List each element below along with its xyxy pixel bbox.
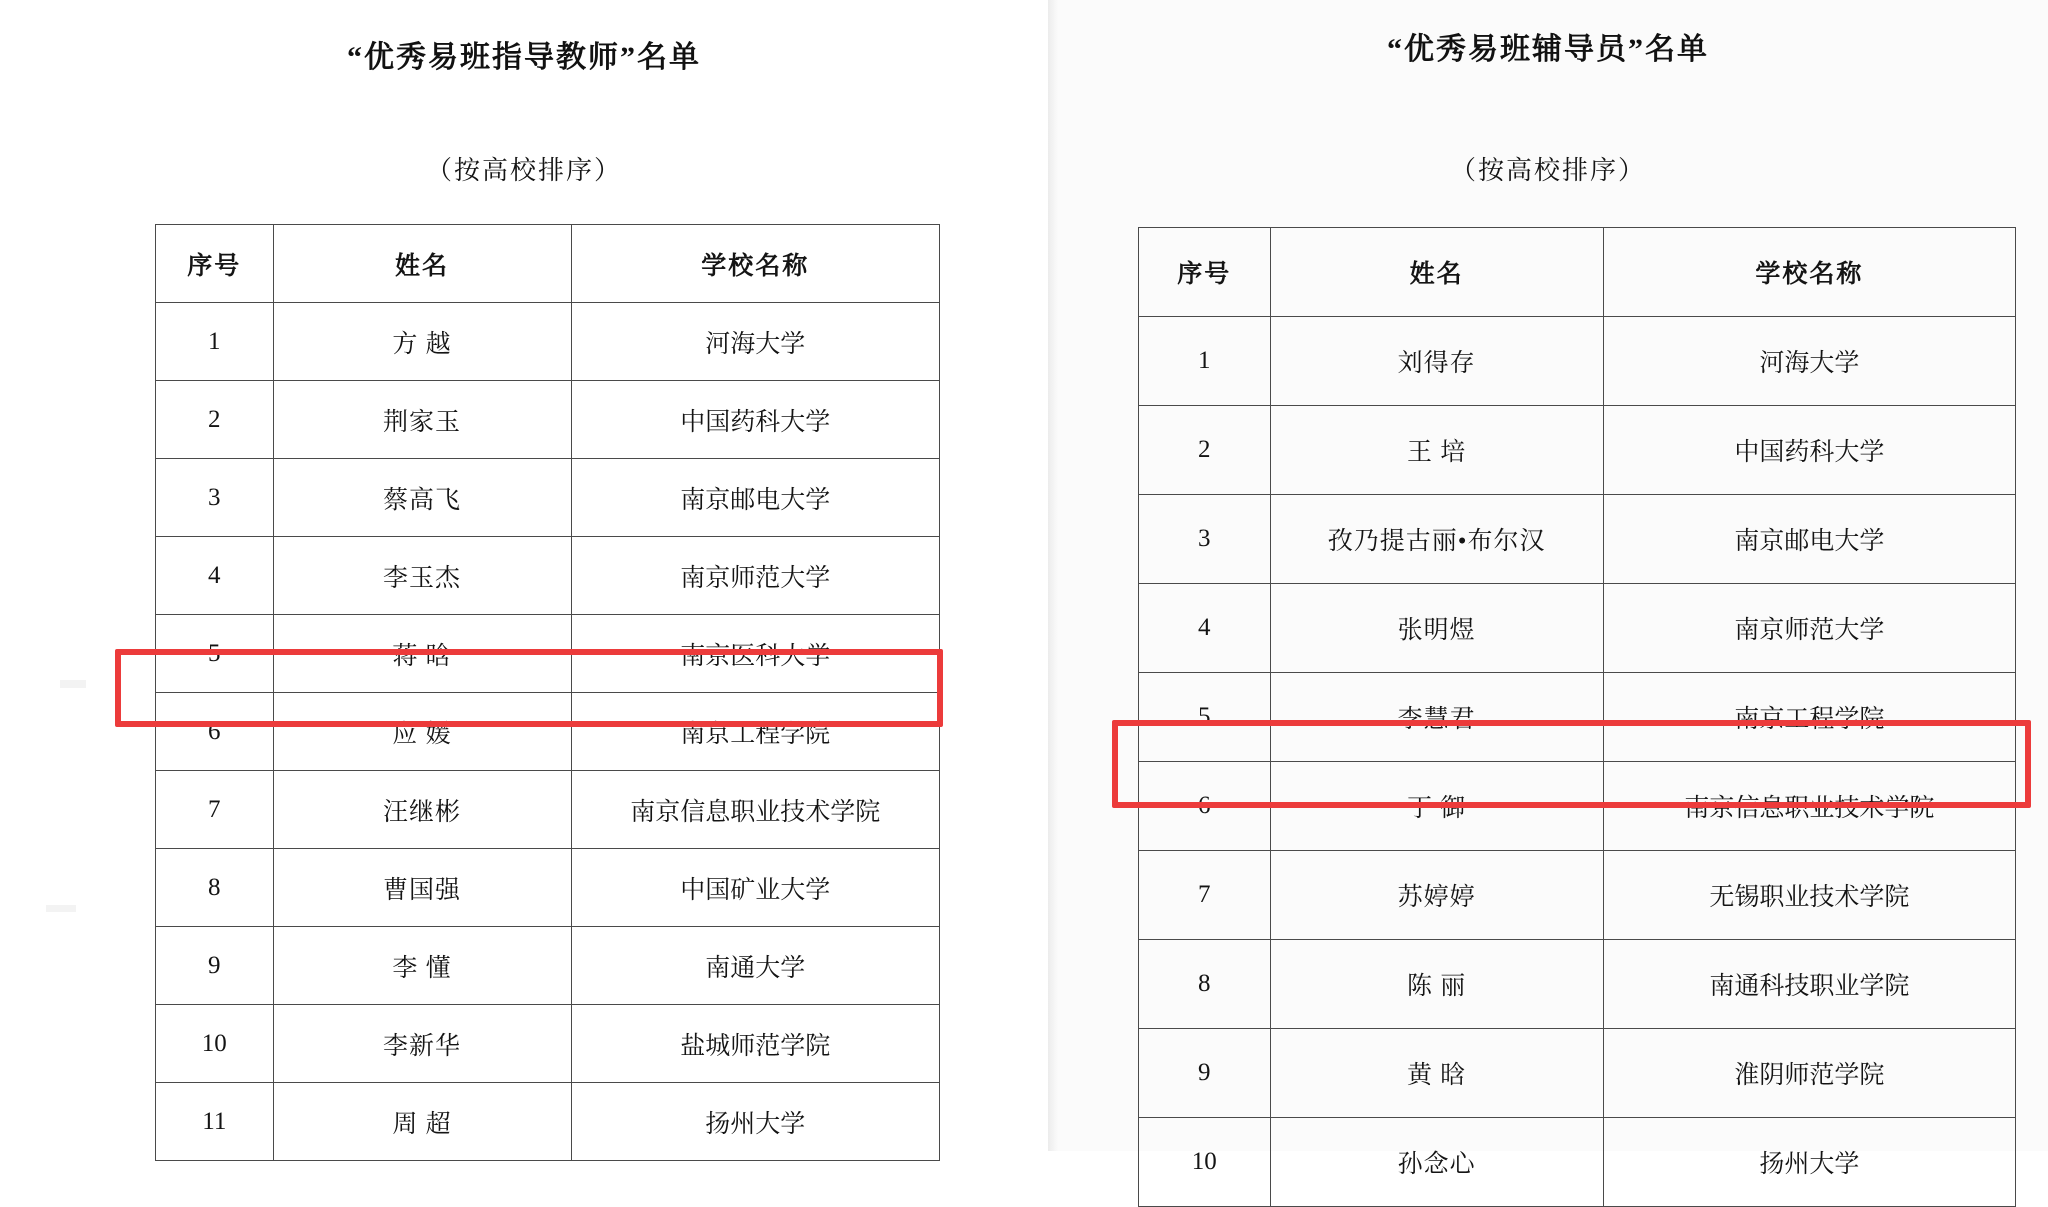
- left-page-title: “优秀易班指导教师”名单: [347, 41, 701, 74]
- table-row: [156, 1005, 940, 1083]
- right-table-body: [1139, 317, 2016, 1207]
- cell-index: 4: [156, 537, 274, 615]
- cell-index: 2: [156, 381, 274, 459]
- cell-name: 丁 御: [1270, 762, 1603, 851]
- cell-index: 9: [1139, 1029, 1271, 1118]
- cell-name: 王 培: [1270, 406, 1603, 495]
- cell-school: 盐城师范学院: [571, 1005, 940, 1083]
- left-name-list-table: [155, 224, 940, 1161]
- cell-school: 中国药科大学: [571, 381, 940, 459]
- cell-school: 南京信息职业技术学院: [571, 771, 940, 849]
- cell-index: 11: [156, 1083, 274, 1161]
- table-header-row: [156, 225, 940, 303]
- table-row: [1139, 762, 2016, 851]
- cell-index: 3: [1139, 495, 1271, 584]
- table-row: [156, 771, 940, 849]
- cell-name: 陈 丽: [1270, 940, 1603, 1029]
- table-row: [1139, 851, 2016, 940]
- scan-artifact: [46, 905, 76, 912]
- cell-index: 1: [1139, 317, 1271, 406]
- cell-index: 10: [156, 1005, 274, 1083]
- table-row: [1139, 1029, 2016, 1118]
- table-row: [1139, 584, 2016, 673]
- cell-name: 周 超: [273, 1083, 571, 1161]
- cell-name: 蔡高飞: [273, 459, 571, 537]
- right-table-wrap: [1138, 227, 2016, 1207]
- cell-name: 刘得存: [1270, 317, 1603, 406]
- cell-school: 河海大学: [571, 303, 940, 381]
- cell-name: 李慧君: [1270, 673, 1603, 762]
- table-row: [156, 459, 940, 537]
- table-row: [1139, 1118, 2016, 1207]
- cell-name: 李 懂: [273, 927, 571, 1005]
- table-header-row: [1139, 228, 2016, 317]
- column-header-school: 学校名称: [1603, 228, 2015, 317]
- table-row: [156, 615, 940, 693]
- left-table-wrap: [155, 224, 940, 1161]
- cell-index: 1: [156, 303, 274, 381]
- column-header-index: 序号: [1139, 228, 1271, 317]
- cell-school: 淮阴师范学院: [1603, 1029, 2015, 1118]
- cell-name: 张明煜: [1270, 584, 1603, 673]
- cell-index: 4: [1139, 584, 1271, 673]
- cell-school: 南京邮电大学: [1603, 495, 2015, 584]
- cell-name: 李新华: [273, 1005, 571, 1083]
- table-row: [156, 849, 940, 927]
- cell-name: 孙念心: [1270, 1118, 1603, 1207]
- left-page-subtitle: （按高校排序）: [425, 156, 622, 185]
- cell-name: 李玉杰: [273, 537, 571, 615]
- cell-index: 6: [156, 693, 274, 771]
- right-document-panel: [1048, 0, 2048, 1178]
- cell-school: 南通大学: [571, 927, 940, 1005]
- table-row: [1139, 406, 2016, 495]
- column-header-name: 姓名: [273, 225, 571, 303]
- table-row: [156, 537, 940, 615]
- table-row: [156, 303, 940, 381]
- table-row-highlighted: [156, 693, 940, 771]
- cell-school: 南京医科大学: [571, 615, 940, 693]
- cell-school: 南京师范大学: [571, 537, 940, 615]
- cell-index: 7: [1139, 851, 1271, 940]
- column-header-index: 序号: [156, 225, 274, 303]
- cell-school: 南京师范大学: [1603, 584, 2015, 673]
- cell-school: 河海大学: [1603, 317, 2015, 406]
- right-page-title: “优秀易班辅导员”名单: [1387, 33, 1709, 66]
- scan-artifact: [60, 680, 86, 688]
- table-row: [156, 927, 940, 1005]
- cell-name: 黄 晗: [1270, 1029, 1603, 1118]
- right-name-list-table: [1138, 227, 2016, 1207]
- column-header-name: 姓名: [1270, 228, 1603, 317]
- cell-index: 3: [156, 459, 274, 537]
- left-table-body: [156, 303, 940, 1161]
- cell-name: 蒋 晗: [273, 615, 571, 693]
- cell-name: 孜乃提古丽•布尔汉: [1270, 495, 1603, 584]
- cell-school: 无锡职业技术学院: [1603, 851, 2015, 940]
- table-row: [1139, 495, 2016, 584]
- right-page-subtitle: （按高校排序）: [1449, 156, 1646, 185]
- column-header-school: 学校名称: [571, 225, 940, 303]
- cell-school: 南京工程学院: [1603, 673, 2015, 762]
- cell-index: 9: [156, 927, 274, 1005]
- cell-index: 6: [1139, 762, 1271, 851]
- cell-index: 7: [156, 771, 274, 849]
- table-row: [1139, 317, 2016, 406]
- cell-school: 扬州大学: [571, 1083, 940, 1161]
- cell-name: 方 越: [273, 303, 571, 381]
- cell-school: 南通科技职业学院: [1603, 940, 2015, 1029]
- left-document-panel: [0, 0, 1048, 1151]
- cell-name: 苏婷婷: [1270, 851, 1603, 940]
- cell-school: 南京工程学院: [571, 693, 940, 771]
- cell-name: 汪继彬: [273, 771, 571, 849]
- cell-school: 南京邮电大学: [571, 459, 940, 537]
- cell-index: 5: [1139, 673, 1271, 762]
- cell-index: 2: [1139, 406, 1271, 495]
- cell-school: 中国矿业大学: [571, 849, 940, 927]
- table-row: [156, 1083, 940, 1161]
- cell-school: 扬州大学: [1603, 1118, 2015, 1207]
- cell-name: 荆家玉: [273, 381, 571, 459]
- cell-index: 8: [156, 849, 274, 927]
- cell-name: 曹国强: [273, 849, 571, 927]
- cell-index: 8: [1139, 940, 1271, 1029]
- cell-index: 10: [1139, 1118, 1271, 1207]
- cell-school: 中国药科大学: [1603, 406, 2015, 495]
- cell-name: 应 媛: [273, 693, 571, 771]
- table-row-highlighted: [1139, 673, 2016, 762]
- cell-school: 南京信息职业技术学院: [1603, 762, 2015, 851]
- table-row: [156, 381, 940, 459]
- cell-index: 5: [156, 615, 274, 693]
- table-row: [1139, 940, 2016, 1029]
